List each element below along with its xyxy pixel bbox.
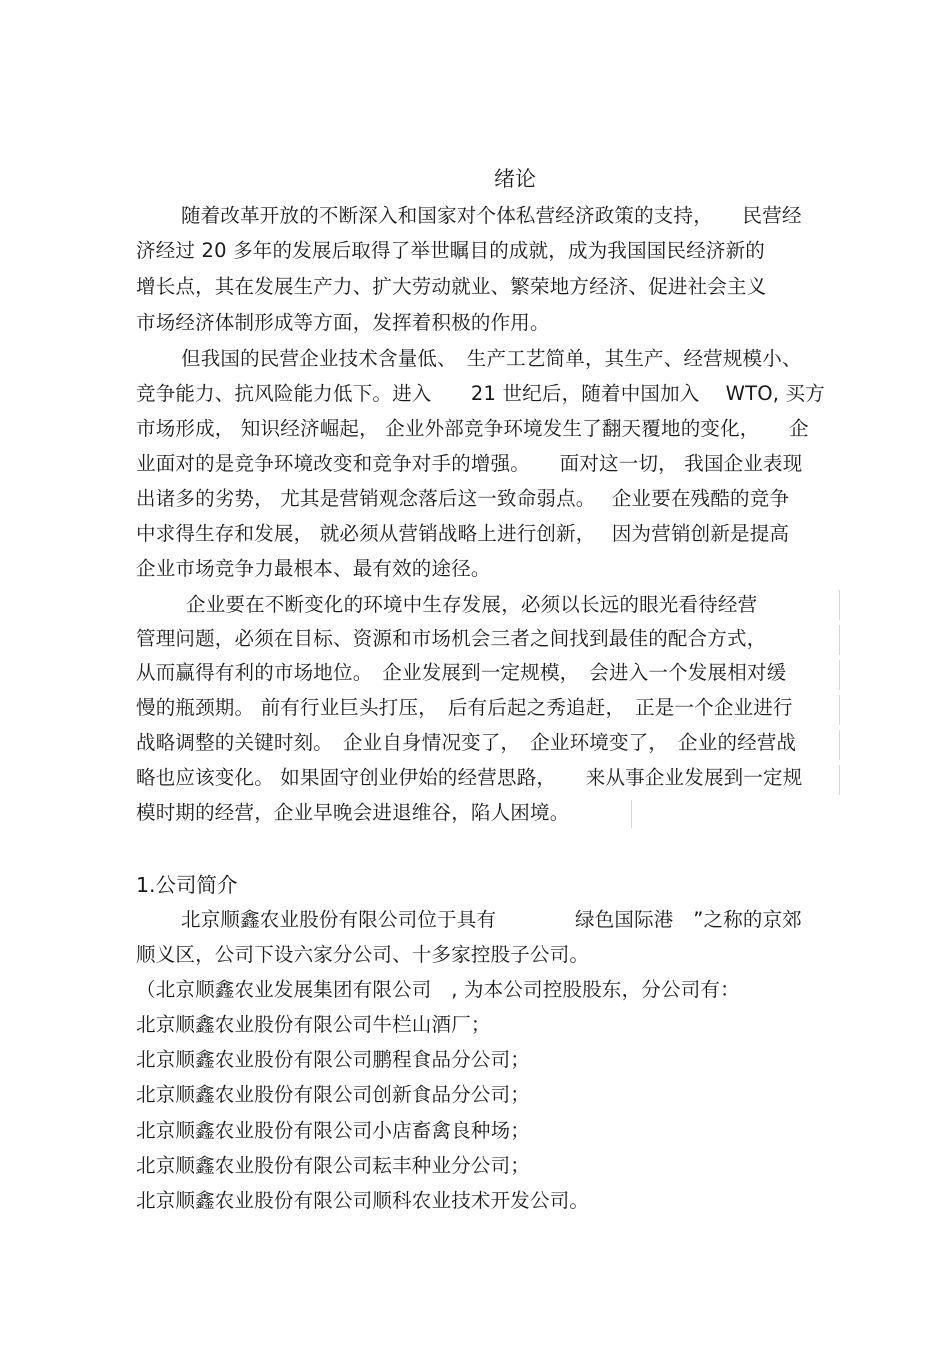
third-line-1: 企业要在不断变化的环境中生存发展，必须以长远的眼光看待经营 xyxy=(186,593,758,616)
third-line-4: 慢的瓶颈期。 前有行业巨头打压， 后有后起之秀追赶， 正是一个企业进行 xyxy=(136,696,793,719)
company-line-3: （北京顺鑫农业发展集团有限公司 , 为本公司控股股东，分公司有： xyxy=(136,978,740,1001)
section-heading: 1.公司简介 xyxy=(136,873,238,897)
box-rule xyxy=(839,695,840,725)
box-rule xyxy=(839,765,840,795)
third-line-3: 从而赢得有利的市场地位。 企业发展到一定规模， 会进入一个发展相对缓 xyxy=(136,661,787,684)
intro-line-4: 市场经济体制形成等方面，发挥着积极的作用。 xyxy=(136,311,550,334)
third-line-7: 模时期的经营，企业早晚会进退维谷，陷人困境。 xyxy=(136,801,570,824)
second-line-4: 业面对的是竞争环境改变和竞争对手的增强。 面对这一切， 我国企业表现 xyxy=(136,452,803,475)
third-line-6: 略也应该变化。 如果固守创业伊始的经营思路， 来从事企业发展到一定规 xyxy=(136,766,803,789)
intro-line-2: 济经过 20 多年的发展后取得了举世瞩目的成就，成为我国国民经济新的 xyxy=(136,239,766,262)
intro-line-3: 增长点，其在发展生产力、扩大劳动就业、繁荣地方经济、促进社会主义 xyxy=(136,275,767,298)
company-line-8: 北京顺鑫农业股份有限公司耘丰种业分公司； xyxy=(136,1154,531,1177)
company-line-4: 北京顺鑫农业股份有限公司牛栏山酒厂； xyxy=(136,1013,491,1036)
box-rule xyxy=(839,590,840,620)
second-line-1: 但我国的民营企业技术含量低、 生产工艺简单，其生产、经营规模小、 xyxy=(181,347,802,370)
second-line-6: 中求得生存和发展， 就必须从营销战略上进行创新， 因为营销创新是提高 xyxy=(136,522,790,545)
second-line-2: 竞争能力、抗风险能力低下。进入 21 世纪后，随着中国加入 WTO, 买方 xyxy=(136,382,825,405)
box-rule xyxy=(631,800,632,828)
intro-line-1: 随着改革开放的不断深入和国家对个体私营经济政策的支持， 民营经 xyxy=(181,204,802,227)
second-line-5: 出诸多的劣势， 尤其是营销观念落后这一致命弱点。 企业要在残酷的竞争 xyxy=(136,487,790,510)
company-line-1: 北京顺鑫农业股份有限公司位于具有 绿色国际港 ”之称的京郊 xyxy=(181,908,803,931)
box-rule xyxy=(839,660,840,690)
second-line-3: 市场形成， 知识经济崛起， 企业外部竞争环境发生了翻天覆地的变化， 企 xyxy=(136,417,809,440)
company-line-9: 北京顺鑫农业股份有限公司顺科农业技术开发公司。 xyxy=(136,1189,590,1212)
box-rule xyxy=(839,730,840,760)
company-line-7: 北京顺鑫农业股份有限公司小店畜禽良种场； xyxy=(136,1119,531,1142)
company-line-6: 北京顺鑫农业股份有限公司创新食品分公司； xyxy=(136,1083,531,1106)
second-line-7: 企业市场竞争力最根本、最有效的途径。 xyxy=(136,557,491,580)
company-line-2: 顺义区，公司下设六家分公司、十多家控股子公司。 xyxy=(136,943,590,966)
box-rule xyxy=(839,625,840,655)
document-title: 绪论 xyxy=(494,167,536,191)
third-line-2: 管理问题，必须在目标、资源和市场机会三者之间找到最佳的配合方式， xyxy=(136,627,767,650)
third-line-5: 战略调整的关键时刻。 企业自身情况变了， 企业环境变了， 企业的经营战 xyxy=(136,731,797,754)
company-line-5: 北京顺鑫农业股份有限公司鹏程食品分公司； xyxy=(136,1048,531,1071)
